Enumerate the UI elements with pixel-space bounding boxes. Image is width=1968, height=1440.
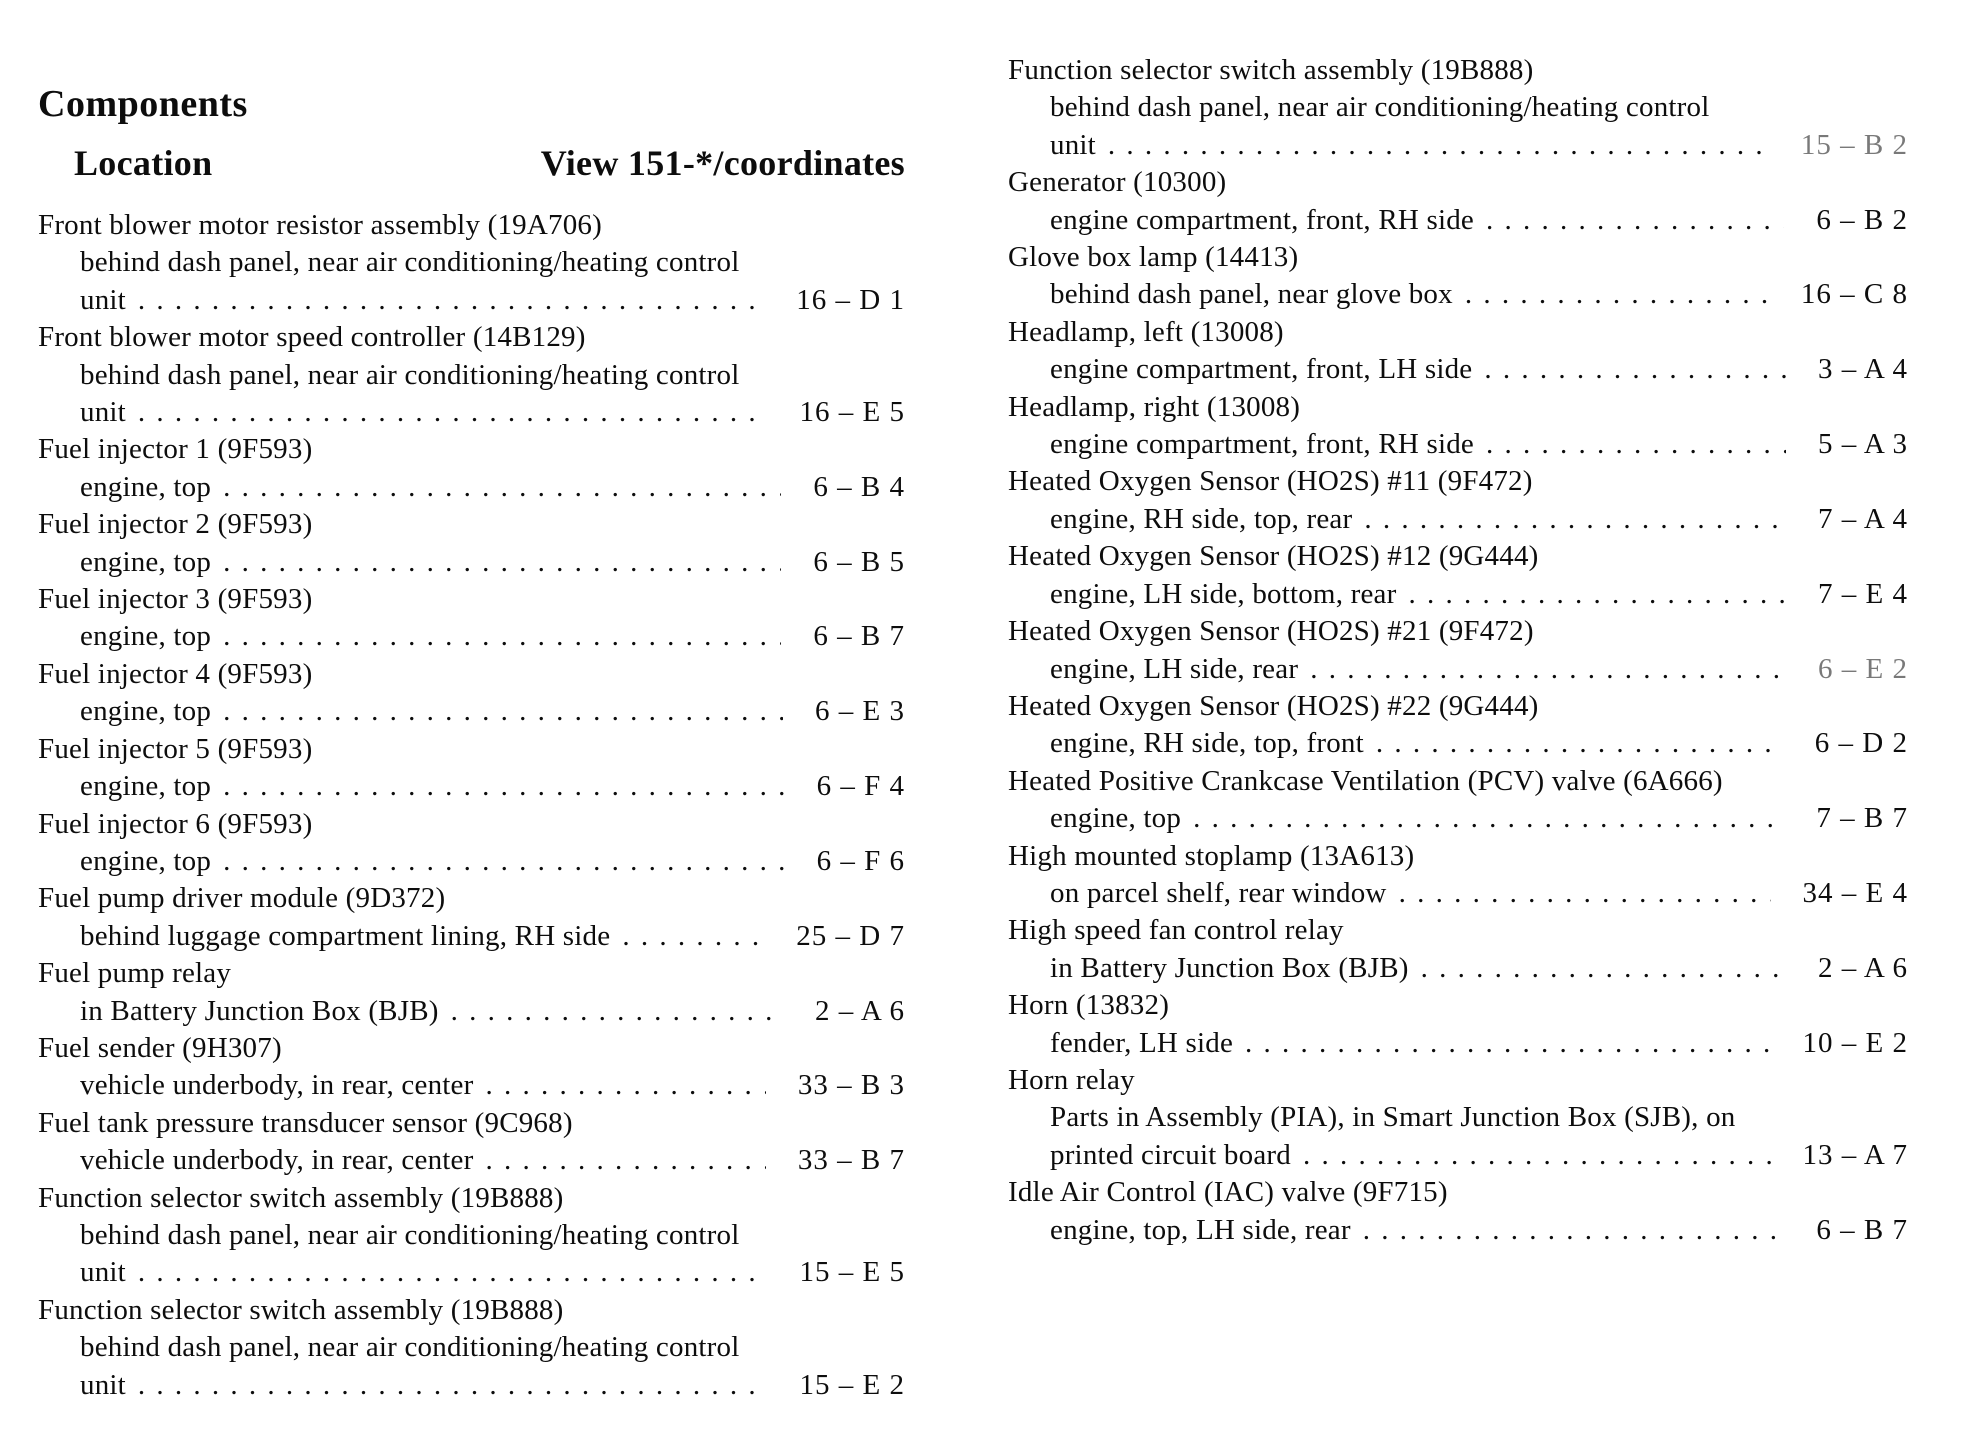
dot-leader bbox=[1108, 127, 1769, 164]
dot-leader bbox=[223, 469, 781, 506]
grid-coordinate: 6 – E 2 bbox=[1818, 652, 1908, 685]
dot-leader bbox=[1399, 875, 1771, 912]
dot-leader bbox=[1486, 426, 1786, 463]
component-location: fender, LH side bbox=[1050, 1026, 1234, 1059]
component-location-row bbox=[38, 282, 905, 319]
component-entry bbox=[1008, 1174, 1908, 1249]
dot-leader bbox=[223, 843, 785, 880]
component-location-row bbox=[38, 843, 905, 880]
component-name: Generator (10300) bbox=[1008, 166, 1227, 199]
component-entry bbox=[38, 431, 905, 506]
component-location-row bbox=[1008, 127, 1908, 164]
component-name: Fuel pump relay bbox=[38, 957, 232, 990]
component-location: engine, top bbox=[80, 770, 212, 803]
component-name: Fuel injector 6 (9F593) bbox=[38, 807, 313, 840]
component-entry bbox=[38, 806, 905, 881]
component-location-row bbox=[1008, 1025, 1908, 1062]
component-location-line: Parts in Assembly (PIA), in Smart Junction Box (SJB), on bbox=[1050, 1101, 1736, 1134]
dot-leader bbox=[1484, 351, 1786, 388]
component-location: engine, top, LH side, rear bbox=[1050, 1213, 1351, 1246]
dot-leader bbox=[485, 1142, 765, 1179]
component-entry bbox=[38, 1105, 905, 1180]
component-entry bbox=[1008, 239, 1908, 314]
component-entry bbox=[1008, 314, 1908, 389]
component-entry bbox=[38, 731, 905, 806]
component-location-row bbox=[1008, 651, 1908, 688]
component-name: Fuel injector 5 (9F593) bbox=[38, 732, 313, 765]
component-location-row bbox=[1008, 501, 1908, 538]
grid-coordinate: 7 – B 7 bbox=[1816, 802, 1908, 835]
dot-leader bbox=[1245, 1025, 1771, 1062]
left-column bbox=[38, 207, 905, 1404]
component-location-line: behind dash panel, near air conditioning/heating control bbox=[80, 246, 740, 279]
component-location: engine, top bbox=[80, 844, 212, 877]
component-location-row bbox=[38, 394, 905, 431]
component-location: vehicle underbody, in rear, center bbox=[80, 1144, 474, 1177]
grid-coordinate: 10 – E 2 bbox=[1802, 1026, 1908, 1059]
dot-leader bbox=[138, 394, 768, 431]
component-location-row bbox=[1008, 1137, 1908, 1174]
component-location: in Battery Junction Box (BJB) bbox=[80, 994, 439, 1027]
component-location: engine, RH side, top, front bbox=[1050, 727, 1364, 760]
component-location-row bbox=[1008, 800, 1908, 837]
component-name: Horn relay bbox=[1008, 1063, 1135, 1096]
grid-coordinate: 15 – E 2 bbox=[799, 1368, 905, 1401]
component-entry bbox=[1008, 1062, 1908, 1174]
component-location-row bbox=[38, 1142, 905, 1179]
component-location: behind dash panel, near glove box bbox=[1050, 278, 1453, 311]
dot-leader bbox=[138, 282, 764, 319]
dot-leader bbox=[1465, 276, 1769, 313]
grid-coordinate: 13 – A 7 bbox=[1802, 1138, 1908, 1171]
component-entry bbox=[38, 656, 905, 731]
component-location: engine, LH side, rear bbox=[1050, 652, 1299, 685]
grid-coordinate: 6 – B 7 bbox=[813, 620, 905, 653]
component-location-row bbox=[38, 469, 905, 506]
component-location-line: behind dash panel, near air conditioning/heating control bbox=[80, 1218, 740, 1251]
component-name: High speed fan control relay bbox=[1008, 914, 1344, 947]
column-header-row bbox=[38, 142, 905, 184]
component-location: engine, top bbox=[80, 695, 212, 728]
dot-leader bbox=[1486, 202, 1784, 239]
component-entry bbox=[38, 880, 905, 955]
grid-coordinate: 6 – B 5 bbox=[813, 545, 905, 578]
dot-leader bbox=[485, 1067, 765, 1104]
dot-leader bbox=[1193, 800, 1784, 837]
component-entry bbox=[38, 1292, 905, 1404]
component-location-row bbox=[38, 1254, 905, 1291]
grid-coordinate: 6 – B 2 bbox=[1816, 203, 1908, 236]
component-entry bbox=[1008, 763, 1908, 838]
dot-leader bbox=[1310, 651, 1786, 688]
component-name: Function selector switch assembly (19B888) bbox=[38, 1181, 564, 1214]
component-location: unit bbox=[80, 1256, 126, 1289]
component-location: engine, top bbox=[80, 470, 212, 503]
grid-coordinate: 6 – B 7 bbox=[1816, 1213, 1908, 1246]
component-location-row bbox=[38, 1067, 905, 1104]
component-location-row bbox=[38, 693, 905, 730]
component-name: Fuel injector 3 (9F593) bbox=[38, 583, 313, 616]
component-name: Fuel sender (9H307) bbox=[38, 1031, 282, 1064]
grid-coordinate: 6 – B 4 bbox=[813, 470, 905, 503]
grid-coordinate: 6 – E 3 bbox=[815, 695, 905, 728]
component-name: Glove box lamp (14413) bbox=[1008, 241, 1299, 274]
component-location: unit bbox=[80, 396, 126, 429]
grid-coordinate: 2 – A 6 bbox=[815, 994, 905, 1027]
component-location: unit bbox=[1050, 128, 1096, 161]
component-location: in Battery Junction Box (BJB) bbox=[1050, 951, 1409, 984]
grid-coordinate: 7 – E 4 bbox=[1818, 577, 1908, 610]
grid-coordinate: 7 – A 4 bbox=[1818, 502, 1908, 535]
location-column-header: Location bbox=[74, 143, 213, 183]
grid-coordinate: 6 – D 2 bbox=[1814, 727, 1908, 760]
dot-leader bbox=[1363, 1212, 1785, 1249]
dot-leader bbox=[1421, 950, 1786, 987]
component-location-row bbox=[38, 618, 905, 655]
component-location-row bbox=[1008, 576, 1908, 613]
grid-coordinate: 6 – F 4 bbox=[816, 770, 905, 803]
component-location-line: behind dash panel, near air conditioning/heating control bbox=[80, 1331, 740, 1364]
dot-leader bbox=[138, 1367, 768, 1404]
component-name: Headlamp, left (13008) bbox=[1008, 315, 1284, 348]
grid-coordinate: 34 – E 4 bbox=[1802, 876, 1908, 909]
component-location-line: behind dash panel, near air conditioning/heating control bbox=[1050, 91, 1710, 124]
component-location: engine, LH side, bottom, rear bbox=[1050, 577, 1397, 610]
component-entry bbox=[1008, 613, 1908, 688]
component-name: Heated Oxygen Sensor (HO2S) #21 (9F472) bbox=[1008, 615, 1534, 648]
component-location: engine, top bbox=[80, 545, 212, 578]
component-location: unit bbox=[80, 1368, 126, 1401]
component-location-row bbox=[1008, 1212, 1908, 1249]
component-name: Fuel injector 4 (9F593) bbox=[38, 657, 313, 690]
component-location: engine, top bbox=[80, 620, 212, 653]
right-column bbox=[1008, 52, 1908, 1249]
component-location: on parcel shelf, rear window bbox=[1050, 876, 1387, 909]
grid-coordinate: 33 – B 3 bbox=[797, 1069, 905, 1102]
component-location: engine, top bbox=[1050, 802, 1182, 835]
grid-coordinate: 33 – B 7 bbox=[797, 1144, 905, 1177]
component-location-row bbox=[1008, 950, 1908, 987]
grid-coordinate: 25 – D 7 bbox=[796, 919, 905, 952]
component-entry bbox=[38, 506, 905, 581]
component-entry bbox=[38, 319, 905, 431]
component-entry bbox=[38, 1180, 905, 1292]
grid-coordinate: 5 – A 3 bbox=[1818, 428, 1908, 461]
grid-coordinate: 6 – F 6 bbox=[816, 844, 905, 877]
dot-leader bbox=[1376, 725, 1783, 762]
component-name: Function selector switch assembly (19B888) bbox=[1008, 54, 1534, 86]
component-name: Headlamp, right (13008) bbox=[1008, 390, 1301, 423]
component-name: Front blower motor resistor assembly (19A706) bbox=[38, 209, 602, 241]
component-location-line: behind dash panel, near air conditioning/heating control bbox=[80, 358, 740, 391]
grid-coordinate: 3 – A 4 bbox=[1818, 353, 1908, 386]
component-entry bbox=[1008, 987, 1908, 1062]
grid-coordinate: 15 – B 2 bbox=[1800, 128, 1908, 161]
component-location-row bbox=[38, 993, 905, 1030]
component-location-row bbox=[1008, 351, 1908, 388]
component-name: Fuel injector 1 (9F593) bbox=[38, 433, 313, 466]
component-entry bbox=[1008, 463, 1908, 538]
view-coordinates-column-header: View 151-*/coordinates bbox=[540, 143, 905, 183]
dot-leader bbox=[223, 618, 781, 655]
grid-coordinate: 15 – E 5 bbox=[799, 1256, 905, 1289]
grid-coordinate: 16 – E 5 bbox=[799, 396, 905, 429]
component-entry bbox=[38, 207, 905, 319]
component-name: Fuel pump driver module (9D372) bbox=[38, 882, 446, 915]
component-name: Idle Air Control (IAC) valve (9F715) bbox=[1008, 1176, 1448, 1209]
component-location-row bbox=[1008, 202, 1908, 239]
component-location: unit bbox=[80, 283, 126, 316]
component-name: Heated Oxygen Sensor (HO2S) #11 (9F472) bbox=[1008, 465, 1533, 498]
grid-coordinate: 16 – C 8 bbox=[1800, 278, 1908, 311]
component-location: engine compartment, front, RH side bbox=[1050, 428, 1474, 461]
component-location: engine, RH side, top, rear bbox=[1050, 502, 1353, 535]
component-entry bbox=[1008, 912, 1908, 987]
component-name: Front blower motor speed controller (14B129) bbox=[38, 321, 586, 354]
component-name: High mounted stoplamp (13A613) bbox=[1008, 839, 1415, 872]
component-name: Fuel tank pressure transducer sensor (9C968) bbox=[38, 1106, 573, 1139]
component-location-row bbox=[38, 544, 905, 581]
component-name: Heated Oxygen Sensor (HO2S) #12 (9G444) bbox=[1008, 540, 1539, 573]
grid-coordinate: 16 – D 1 bbox=[796, 283, 905, 316]
component-location-row bbox=[38, 918, 905, 955]
component-entry bbox=[1008, 52, 1908, 164]
dot-leader bbox=[223, 693, 783, 730]
dot-leader bbox=[1364, 501, 1786, 538]
component-location: engine compartment, front, RH side bbox=[1050, 203, 1474, 236]
dot-leader bbox=[1303, 1137, 1771, 1174]
component-entry bbox=[1008, 164, 1908, 239]
component-location: engine compartment, front, LH side bbox=[1050, 353, 1473, 386]
component-name: Heated Oxygen Sensor (HO2S) #22 (9G444) bbox=[1008, 689, 1539, 722]
page-title: Components bbox=[38, 83, 248, 125]
component-location-row bbox=[1008, 725, 1908, 762]
component-location-row bbox=[1008, 276, 1908, 313]
grid-coordinate: 2 – A 6 bbox=[1818, 951, 1908, 984]
dot-leader bbox=[138, 1254, 768, 1291]
component-location-row bbox=[38, 768, 905, 805]
component-location: printed circuit board bbox=[1050, 1138, 1291, 1171]
component-entry bbox=[1008, 838, 1908, 913]
component-name: Fuel injector 2 (9F593) bbox=[38, 508, 313, 541]
component-name: Heated Positive Crankcase Ventilation (PCV) valve (6A666) bbox=[1008, 764, 1723, 797]
component-location-row bbox=[1008, 875, 1908, 912]
component-entry bbox=[38, 581, 905, 656]
component-location-row bbox=[1008, 426, 1908, 463]
component-location-row bbox=[38, 1367, 905, 1404]
dot-leader bbox=[622, 918, 764, 955]
dot-leader bbox=[1408, 576, 1786, 613]
dot-leader bbox=[223, 544, 781, 581]
component-location: behind luggage compartment lining, RH side bbox=[80, 919, 611, 952]
component-entry bbox=[38, 955, 905, 1030]
component-entry bbox=[1008, 538, 1908, 613]
component-entry bbox=[1008, 389, 1908, 464]
component-entry bbox=[38, 1030, 905, 1105]
component-entry bbox=[1008, 688, 1908, 763]
dot-leader bbox=[223, 768, 785, 805]
component-location: vehicle underbody, in rear, center bbox=[80, 1069, 474, 1102]
component-name: Function selector switch assembly (19B888) bbox=[38, 1293, 564, 1326]
dot-leader bbox=[451, 993, 783, 1030]
component-name: Horn (13832) bbox=[1008, 989, 1170, 1022]
